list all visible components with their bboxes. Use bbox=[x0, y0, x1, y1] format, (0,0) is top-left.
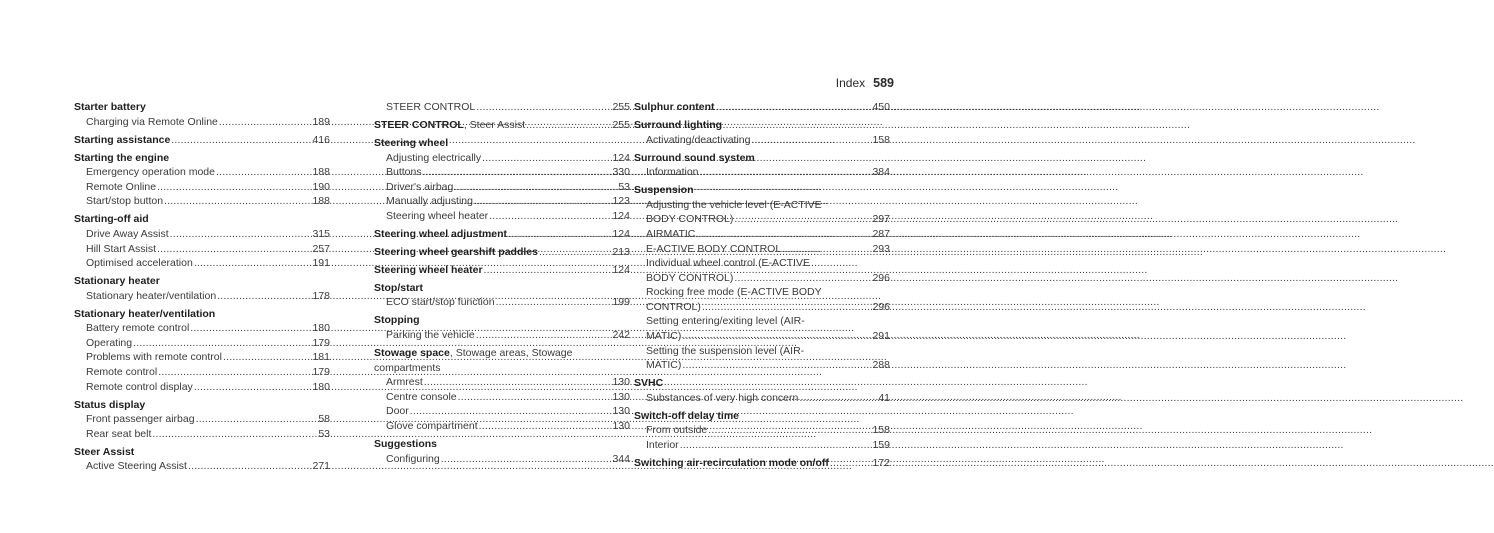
entry-text: Substances of very high concern bbox=[646, 391, 799, 404]
index-subentry-row[interactable] bbox=[634, 271, 890, 286]
entry-text: Battery remote control bbox=[86, 322, 190, 335]
entry-text: Armrest bbox=[386, 376, 423, 389]
index-entry bbox=[74, 445, 330, 474]
entry-text: CONTROL) bbox=[646, 300, 701, 313]
leader-dots bbox=[474, 194, 610, 209]
index-subentry-row[interactable] bbox=[74, 256, 330, 271]
leader-dots bbox=[700, 165, 870, 180]
entry-text: AIRMATIC bbox=[646, 227, 696, 240]
entry-text: Front passenger airbag bbox=[86, 413, 195, 426]
leader-dots bbox=[196, 412, 316, 427]
entry-heading: Steering wheel adjustment bbox=[374, 227, 508, 240]
index-heading-row[interactable] bbox=[374, 227, 630, 242]
index-subentry-row[interactable] bbox=[74, 459, 330, 474]
entry-text: STEER CONTROL bbox=[386, 101, 476, 113]
entry-text: Activating/deactivating bbox=[646, 133, 751, 146]
entry-heading: Steering wheel bbox=[374, 136, 449, 149]
page-ref[interactable]: 450 bbox=[872, 101, 890, 113]
page-ref[interactable]: 130 bbox=[612, 376, 630, 389]
leader-dots bbox=[708, 423, 869, 438]
index-subentry-row[interactable] bbox=[74, 289, 330, 304]
entry-text: Information bbox=[646, 166, 699, 179]
leader-dots bbox=[424, 375, 610, 390]
leader-dots bbox=[489, 209, 609, 224]
index-heading-row bbox=[374, 281, 630, 296]
page-ref[interactable]: 191 bbox=[312, 257, 330, 270]
entry-text: Start/stop button bbox=[86, 195, 164, 208]
leader-dots bbox=[799, 391, 875, 406]
leader-dots bbox=[682, 329, 869, 344]
index-subentry-row[interactable] bbox=[74, 380, 330, 395]
page-ref[interactable]: 296 bbox=[872, 271, 890, 284]
leader-dots bbox=[508, 227, 609, 242]
entry-text: Driver's airbag bbox=[386, 180, 454, 193]
index-heading-row bbox=[74, 398, 330, 413]
page-ref[interactable]: 296 bbox=[872, 300, 890, 313]
index-heading-row bbox=[74, 445, 330, 460]
entry-text: Rear seat belt bbox=[86, 427, 152, 440]
leader-dots bbox=[217, 289, 309, 304]
index-subentry-row[interactable] bbox=[374, 180, 630, 195]
index-entry bbox=[634, 456, 890, 471]
page-ref[interactable]: 124 bbox=[612, 151, 630, 164]
page-ref[interactable]: 181 bbox=[312, 351, 330, 364]
index-entry bbox=[374, 136, 630, 224]
leader-dots bbox=[734, 212, 869, 227]
page-ref[interactable]: 130 bbox=[612, 420, 630, 432]
leader-dots bbox=[682, 358, 869, 373]
page-ref[interactable]: 330 bbox=[612, 166, 630, 179]
leader-dots bbox=[458, 390, 610, 405]
index-subentry-row[interactable] bbox=[374, 328, 630, 343]
entry-text: Remote control bbox=[86, 366, 158, 379]
index-entry bbox=[634, 409, 890, 453]
entry-text: Door bbox=[386, 405, 409, 418]
leader-dots bbox=[133, 336, 309, 351]
index-heading-row[interactable] bbox=[374, 245, 630, 260]
page-ref[interactable]: 124 bbox=[612, 227, 630, 240]
page-ref[interactable]: 172 bbox=[872, 457, 890, 469]
index-heading-row[interactable] bbox=[374, 263, 630, 278]
index-subentry-row[interactable] bbox=[74, 165, 330, 180]
index-subentry-row[interactable] bbox=[634, 242, 890, 257]
page-ref[interactable]: 130 bbox=[612, 390, 630, 403]
index-subentry-row[interactable] bbox=[74, 365, 330, 380]
entry-text: Optimised acceleration bbox=[86, 257, 193, 270]
leader-dots bbox=[157, 180, 309, 195]
index-entry bbox=[74, 100, 330, 129]
index-heading-row bbox=[634, 376, 890, 391]
index-subentry-row[interactable] bbox=[634, 165, 890, 180]
index-continuation-row[interactable] bbox=[374, 100, 630, 115]
page-ref[interactable]: 199 bbox=[612, 296, 630, 309]
entry-heading: Switch-off delay time bbox=[634, 409, 740, 422]
page-ref[interactable]: 124 bbox=[612, 263, 630, 276]
index-subentry-row[interactable] bbox=[374, 209, 630, 224]
leader-dots bbox=[423, 165, 610, 180]
index-subentry-row[interactable] bbox=[74, 321, 330, 336]
index-column-1 bbox=[74, 100, 330, 477]
page-ref[interactable]: 53 bbox=[318, 427, 330, 440]
leader-dots bbox=[194, 380, 310, 395]
index-subentry-row[interactable] bbox=[74, 180, 330, 195]
index-heading-continuation bbox=[374, 361, 630, 376]
entry-heading: Surround sound system bbox=[634, 151, 755, 164]
index-subentry-row bbox=[634, 256, 890, 271]
index-subentry-row[interactable] bbox=[374, 165, 630, 180]
entry-text: Steering wheel heater bbox=[386, 209, 489, 222]
index-entry bbox=[374, 263, 630, 278]
index-entry bbox=[374, 245, 630, 260]
entry-text: Individual wheel control (E-ACTIVE bbox=[646, 257, 810, 270]
page-ref[interactable]: 130 bbox=[612, 405, 630, 418]
index-entry bbox=[634, 118, 890, 147]
index-heading-row bbox=[374, 346, 630, 361]
index-subentry-row bbox=[634, 314, 890, 329]
index-subentry-row[interactable] bbox=[634, 358, 890, 373]
index-heading-row[interactable] bbox=[634, 456, 890, 471]
entry-text: MATIC) bbox=[646, 359, 682, 372]
leader-dots bbox=[219, 115, 310, 130]
index-column-3 bbox=[634, 100, 890, 474]
leader-dots bbox=[216, 165, 309, 180]
index-heading-row bbox=[74, 274, 330, 289]
entry-text: Problems with remote control bbox=[86, 351, 222, 364]
entry-text: Buttons bbox=[386, 166, 422, 179]
entry-heading: Stationary heater/ventilation bbox=[74, 307, 216, 320]
page-ref[interactable]: 384 bbox=[872, 166, 890, 179]
index-subentry-row[interactable] bbox=[374, 452, 630, 467]
page-ref[interactable]: 41 bbox=[878, 391, 890, 404]
page-ref[interactable]: 178 bbox=[312, 289, 330, 302]
page-ref[interactable]: 287 bbox=[872, 227, 890, 240]
page-ref[interactable]: 158 bbox=[872, 424, 890, 437]
entry-text: ECO start/stop function bbox=[386, 296, 495, 309]
index-subentry-row[interactable] bbox=[74, 194, 330, 209]
entry-heading: Starting-off aid bbox=[74, 213, 149, 226]
leader-dots bbox=[157, 242, 309, 257]
entry-text: E-ACTIVE BODY CONTROL bbox=[646, 242, 782, 255]
page-ref[interactable]: 159 bbox=[872, 439, 890, 452]
leader-dots bbox=[702, 300, 870, 315]
index-subentry-row[interactable] bbox=[374, 390, 630, 405]
entry-text: Adjusting the vehicle level (E-ACTIVE bbox=[646, 198, 822, 211]
page-ref[interactable]: 271 bbox=[312, 460, 330, 473]
leader-dots bbox=[410, 404, 610, 419]
leader-dots bbox=[482, 151, 609, 166]
index-subentry-row[interactable] bbox=[634, 133, 890, 148]
leader-dots bbox=[830, 456, 870, 471]
index-heading-row bbox=[74, 100, 330, 115]
entry-text: From outside bbox=[646, 424, 708, 437]
entry-heading: Stopping bbox=[374, 314, 420, 327]
index-heading-row bbox=[374, 437, 630, 452]
entry-heading: Steering wheel heater bbox=[374, 263, 483, 276]
page-ref[interactable]: 416 bbox=[312, 133, 330, 146]
entry-text: Remote control display bbox=[86, 380, 193, 393]
entry-text: Rocking free mode (E-ACTIVE BODY bbox=[646, 286, 822, 299]
page-ref[interactable]: 124 bbox=[612, 209, 630, 222]
entry-text: Operating bbox=[86, 336, 133, 349]
page-ref[interactable]: 297 bbox=[872, 213, 890, 226]
entry-text: Centre console bbox=[386, 390, 457, 403]
index-entry bbox=[374, 437, 630, 466]
leader-dots bbox=[194, 256, 310, 271]
page-ref[interactable]: 190 bbox=[312, 180, 330, 193]
leader-dots bbox=[734, 271, 869, 286]
index-entry bbox=[74, 274, 330, 303]
page-ref[interactable]: 179 bbox=[312, 366, 330, 379]
page-ref[interactable]: 189 bbox=[312, 115, 330, 128]
index-heading-row bbox=[74, 307, 330, 322]
section-label: Index bbox=[835, 76, 866, 90]
index-subentry-row[interactable] bbox=[374, 151, 630, 166]
index-subentry-row[interactable] bbox=[374, 194, 630, 209]
entry-suffix: , Stowage areas, Stowage bbox=[449, 347, 573, 360]
leader-dots bbox=[716, 100, 870, 115]
page-ref[interactable]: 344 bbox=[612, 452, 630, 465]
index-subentry-row bbox=[634, 198, 890, 213]
index-entry bbox=[374, 346, 630, 434]
index-heading-row bbox=[634, 151, 890, 166]
leader-dots bbox=[158, 365, 309, 380]
entry-text: Active Steering Assist bbox=[86, 460, 187, 473]
page-ref[interactable]: 158 bbox=[872, 133, 890, 146]
page-ref[interactable]: 288 bbox=[872, 359, 890, 372]
entry-text: Hill Start Assist bbox=[86, 242, 157, 255]
index-entry bbox=[74, 212, 330, 270]
entry-heading: STEER CONTROL bbox=[374, 118, 464, 131]
index-heading-row bbox=[74, 151, 330, 166]
page-number: 589 bbox=[873, 76, 894, 90]
index-subentry-row[interactable] bbox=[634, 391, 890, 406]
page-header bbox=[836, 76, 894, 90]
entry-heading: Steering wheel gearshift paddles bbox=[374, 245, 538, 258]
index-column-2 bbox=[374, 100, 630, 470]
index-heading-row[interactable] bbox=[374, 118, 630, 133]
page-ref[interactable]: 257 bbox=[312, 242, 330, 255]
index-subentry-row[interactable] bbox=[634, 438, 890, 453]
page-ref[interactable]: 58 bbox=[318, 413, 330, 426]
index-subentry-row[interactable] bbox=[634, 329, 890, 344]
index-subentry-row[interactable] bbox=[374, 404, 630, 419]
leader-dots bbox=[152, 427, 315, 442]
index-entry bbox=[374, 313, 630, 342]
leader-dots bbox=[479, 419, 610, 434]
entry-text: BODY CONTROL) bbox=[646, 271, 734, 284]
index-subentry-row[interactable] bbox=[74, 412, 330, 427]
index-entry bbox=[374, 100, 630, 115]
leader-dots bbox=[476, 100, 609, 115]
page-ref[interactable]: 255 bbox=[612, 101, 630, 113]
index-heading-row bbox=[634, 183, 890, 198]
page-ref[interactable]: 180 bbox=[312, 322, 330, 335]
entry-text: Parking the vehicle bbox=[386, 329, 475, 342]
leader-dots bbox=[782, 242, 869, 257]
entry-heading: Starter battery bbox=[74, 101, 146, 113]
index-entry bbox=[74, 398, 330, 442]
leader-dots bbox=[696, 227, 869, 242]
index-entry bbox=[74, 307, 330, 395]
page-ref[interactable]: 53 bbox=[618, 180, 630, 193]
page-ref[interactable]: 179 bbox=[312, 336, 330, 349]
page-ref[interactable]: 123 bbox=[612, 195, 630, 208]
entry-text: Charging via Remote Online bbox=[86, 115, 218, 128]
entry-heading: Status display bbox=[74, 398, 146, 411]
entry-heading: Suspension bbox=[634, 184, 694, 197]
entry-heading: Sulphur content bbox=[634, 101, 715, 113]
entry-text: Configuring bbox=[386, 452, 440, 465]
page-ref[interactable]: 255 bbox=[612, 118, 630, 131]
leader-dots bbox=[188, 459, 310, 474]
page-ref[interactable]: 180 bbox=[312, 380, 330, 393]
entry-heading: Switching air-recirculation mode on/off bbox=[634, 457, 829, 469]
entry-text: Stationary heater/ventilation bbox=[86, 289, 217, 302]
page-ref[interactable]: 315 bbox=[312, 227, 330, 240]
entry-heading: Starting assistance bbox=[74, 133, 171, 146]
index-subentry-row bbox=[634, 344, 890, 359]
index-heading-row[interactable] bbox=[634, 100, 890, 115]
entry-heading: Steer Assist bbox=[74, 445, 135, 458]
entry-text: Drive Away Assist bbox=[86, 227, 169, 240]
entry-text: compartments bbox=[374, 361, 441, 374]
entry-text: Manually adjusting bbox=[386, 195, 473, 208]
index-subentry-row[interactable] bbox=[374, 375, 630, 390]
entry-text: Setting entering/exiting level (AIR- bbox=[646, 315, 805, 328]
entry-heading: SVHC bbox=[634, 377, 664, 390]
page-ref[interactable]: 188 bbox=[312, 195, 330, 208]
index-entry bbox=[634, 151, 890, 180]
index-heading-row[interactable] bbox=[74, 133, 330, 148]
entry-text: Emergency operation mode bbox=[86, 166, 215, 179]
leader-dots bbox=[680, 438, 870, 453]
index-subentry-row bbox=[634, 285, 890, 300]
page-ref[interactable]: 293 bbox=[872, 242, 890, 255]
index-subentry-row[interactable] bbox=[74, 227, 330, 242]
entry-text: Setting the suspension level (AIR- bbox=[646, 344, 805, 357]
leader-dots bbox=[526, 118, 609, 133]
page-ref[interactable]: 242 bbox=[612, 329, 630, 342]
index-entry bbox=[374, 118, 630, 133]
leader-dots bbox=[751, 133, 869, 148]
entry-text: MATIC) bbox=[646, 330, 682, 343]
index-entry bbox=[74, 151, 330, 209]
index-entry bbox=[74, 133, 330, 148]
entry-heading: Stationary heater bbox=[74, 275, 160, 288]
entry-text: Adjusting electrically bbox=[386, 151, 482, 164]
index-entry bbox=[634, 376, 890, 405]
entry-heading: Surround lighting bbox=[634, 118, 723, 131]
leader-dots bbox=[476, 328, 610, 343]
entry-heading: Suggestions bbox=[374, 437, 438, 450]
index-subentry-row[interactable] bbox=[634, 300, 890, 315]
index-heading-row bbox=[374, 136, 630, 151]
entry-text: Glove compartment bbox=[386, 420, 478, 432]
entry-suffix: , Steer Assist bbox=[463, 118, 526, 131]
entry-text: Interior bbox=[646, 439, 679, 452]
index-heading-row bbox=[74, 212, 330, 227]
leader-dots bbox=[454, 180, 615, 195]
index-subentry-row[interactable] bbox=[74, 427, 330, 442]
index-entry bbox=[634, 100, 890, 115]
leader-dots bbox=[190, 321, 309, 336]
entry-heading: Starting the engine bbox=[74, 151, 170, 164]
index-subentry-row[interactable] bbox=[74, 115, 330, 130]
entry-heading: Stop/start bbox=[374, 281, 424, 294]
leader-dots bbox=[164, 194, 309, 209]
index-entry bbox=[374, 227, 630, 242]
index-subentry-row[interactable] bbox=[634, 212, 890, 227]
entry-text: Remote Online bbox=[86, 180, 157, 193]
page-ref[interactable]: 213 bbox=[612, 245, 630, 258]
index-entry bbox=[634, 183, 890, 373]
leader-dots bbox=[441, 452, 610, 467]
index-heading-row bbox=[634, 409, 890, 424]
entry-heading: Stowage space bbox=[374, 347, 450, 360]
leader-dots bbox=[171, 133, 309, 148]
leader-dots bbox=[539, 245, 610, 260]
index-entry bbox=[374, 281, 630, 310]
index-subentry-row[interactable] bbox=[374, 295, 630, 310]
entry-text: BODY CONTROL) bbox=[646, 213, 734, 226]
index-heading-row bbox=[634, 118, 890, 133]
page-ref[interactable]: 188 bbox=[312, 166, 330, 179]
leader-dots bbox=[496, 295, 610, 310]
page-ref[interactable]: 291 bbox=[872, 330, 890, 343]
index-subentry-row[interactable] bbox=[634, 423, 890, 438]
index-subentry-row[interactable] bbox=[74, 350, 330, 365]
index-subentry-row[interactable] bbox=[634, 227, 890, 242]
index-heading-row bbox=[374, 313, 630, 328]
index-subentry-row[interactable] bbox=[74, 242, 330, 257]
leader-dots bbox=[170, 227, 310, 242]
index-subentry-row[interactable] bbox=[74, 336, 330, 351]
leader-dots bbox=[484, 263, 610, 278]
index-subentry-row[interactable] bbox=[374, 419, 630, 434]
leader-dots bbox=[223, 350, 310, 365]
